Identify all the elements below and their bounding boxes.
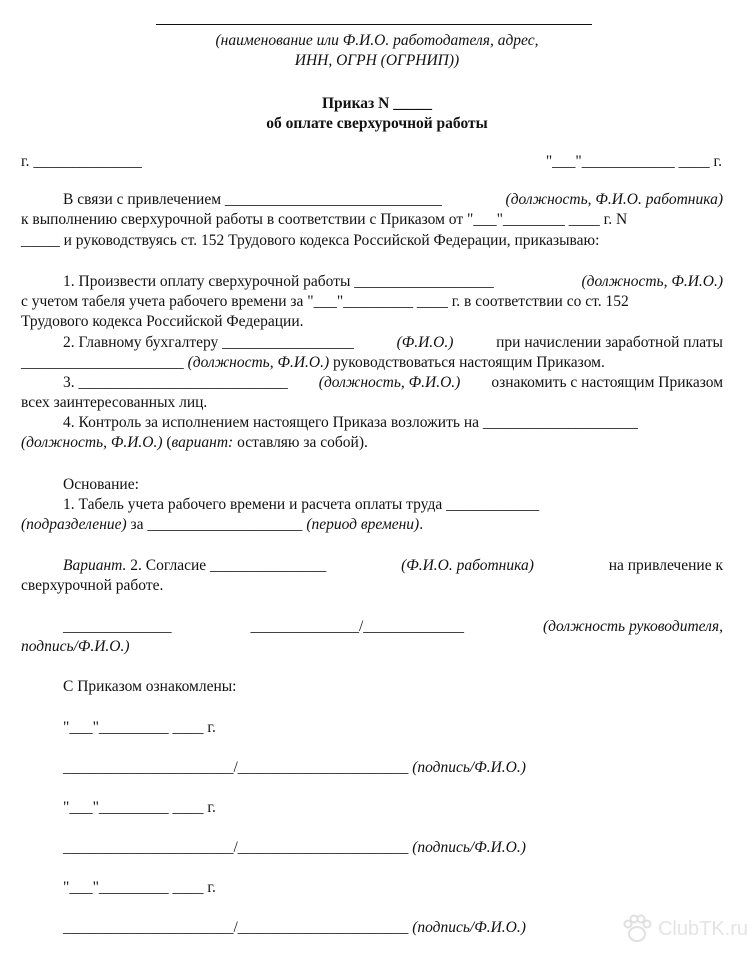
- basis-text: за ____________________: [130, 516, 303, 533]
- variant-text-2: на привлечение к: [608, 557, 723, 574]
- item-4-paren: (: [166, 434, 172, 451]
- ack-sign-blank-1: ______________________/______________________: [63, 759, 409, 776]
- basis-hint-1: (подразделение): [21, 516, 127, 533]
- manager-caption-2: подпись/Ф.И.О.): [21, 638, 130, 655]
- item-2-blank: _____________________: [21, 354, 184, 371]
- item-1-line-1: [63, 273, 723, 291]
- preamble-text: В связи с привлечением ____________________________: [63, 191, 442, 208]
- item-1-line-2: с учетом табеля учета рабочего времени за "___"_________ ____ г. в соответствии со ст. 152: [21, 293, 629, 310]
- item-4-line-1: 4. Контроль за исполнением настоящего Приказа возложить на ____________________: [63, 414, 638, 431]
- ack-sign-caption-2: (подпись/Ф.И.О.): [412, 839, 526, 856]
- manager-caption: (должность руководителя,: [542, 618, 723, 635]
- ack-title: С Приказом ознакомлены:: [63, 678, 237, 695]
- item-3-text: 3. ___________________________: [63, 374, 288, 391]
- order-date: "___"____________ ____ г.: [545, 153, 722, 170]
- manager-sign-line: [63, 618, 723, 636]
- item-4-variant: вариант:: [171, 434, 234, 451]
- item-1-text: 1. Произвести оплату сверхурочной работы __________________: [63, 273, 494, 290]
- item-2-text-3: руководствоваться настоящим Приказом.: [333, 354, 605, 371]
- order-title: Приказ N _____: [322, 95, 432, 112]
- preamble-line-3: _____ и руководствуясь ст. 152 Трудового кодекса Российской Федерации, приказываю:: [21, 232, 600, 249]
- basis-line-2: [21, 516, 423, 534]
- preamble-line-1: [63, 191, 723, 209]
- employer-caption-2: ИНН, ОГРН (ОГРНИП)): [294, 52, 460, 69]
- preamble-line-2: к выполнению сверхурочной работы в соответствии с Приказом от "___"________ ____ г. N: [21, 211, 628, 228]
- basis-dot: .: [419, 516, 424, 533]
- variant-line-2: сверхурочной работе.: [21, 577, 164, 594]
- ack-date-2: "___"_________ ____ г.: [63, 799, 216, 816]
- preamble-hint: (должность, Ф.И.О. работника): [505, 191, 723, 208]
- item-2-hint: (Ф.И.О.): [396, 334, 454, 351]
- manager-blank-1: ______________: [63, 618, 172, 635]
- employer-caption: (наименование или Ф.И.О. работодателя, адрес,: [215, 32, 539, 49]
- ack-date-1: "___"_________ ____ г.: [63, 719, 216, 736]
- variant-label: Вариант.: [63, 557, 127, 574]
- item-4-text: оставляю за собой).: [237, 434, 368, 451]
- item-4-line-2: [21, 434, 368, 452]
- variant-text: 2. Согласие _______________: [130, 557, 327, 574]
- item-2-line-2: [21, 354, 605, 372]
- order-subtitle: об оплате сверхурочной работы: [266, 115, 488, 132]
- ack-sign-caption-3: (подпись/Ф.И.О.): [412, 919, 526, 936]
- item-2-text: 2. Главному бухгалтеру _________________: [63, 334, 354, 351]
- ack-sign-2: [63, 839, 526, 857]
- item-3-line-2: всех заинтересованных лиц.: [21, 394, 208, 411]
- variant-line-1: [63, 557, 723, 575]
- watermark-text: ClubTK.ru: [657, 917, 748, 940]
- paw-icon: [620, 912, 654, 946]
- variant-hint: (Ф.И.О. работника): [401, 557, 534, 574]
- item-2-hint-2: (должность, Ф.И.О.): [187, 354, 330, 371]
- item-3-line-1: [63, 374, 723, 392]
- item-1-line-3: Трудового кодекса Российской Федерации.: [21, 313, 304, 330]
- ack-sign-blank-3: ______________________/______________________: [63, 919, 409, 936]
- ack-date-3: "___"_________ ____ г.: [63, 879, 216, 896]
- ack-sign-3: [63, 919, 526, 937]
- item-3-hint: (должность, Ф.И.О.): [318, 374, 461, 391]
- item-1-hint: (должность, Ф.И.О.): [581, 273, 723, 290]
- item-4-hint: (должность, Ф.И.О.): [21, 434, 163, 451]
- basis-title: Основание:: [63, 476, 139, 493]
- item-2-line-1: [63, 334, 723, 352]
- watermark: [620, 912, 748, 946]
- ack-sign-caption-1: (подпись/Ф.И.О.): [412, 759, 526, 776]
- item-2-text-2: при начислении заработной платы: [496, 334, 723, 351]
- ack-sign-blank-2: ______________________/______________________: [63, 839, 409, 856]
- item-3-text-2: ознакомить с настоящим Приказом: [491, 374, 723, 391]
- order-city: г. ______________: [21, 153, 142, 170]
- basis-line-1: 1. Табель учета рабочего времени и расчета оплаты труда ____________: [63, 496, 540, 513]
- manager-blank-2: ______________/_____________: [250, 618, 465, 635]
- employer-rule: [156, 24, 592, 25]
- basis-hint-2: (период времени): [306, 516, 420, 533]
- ack-sign-1: [63, 759, 526, 777]
